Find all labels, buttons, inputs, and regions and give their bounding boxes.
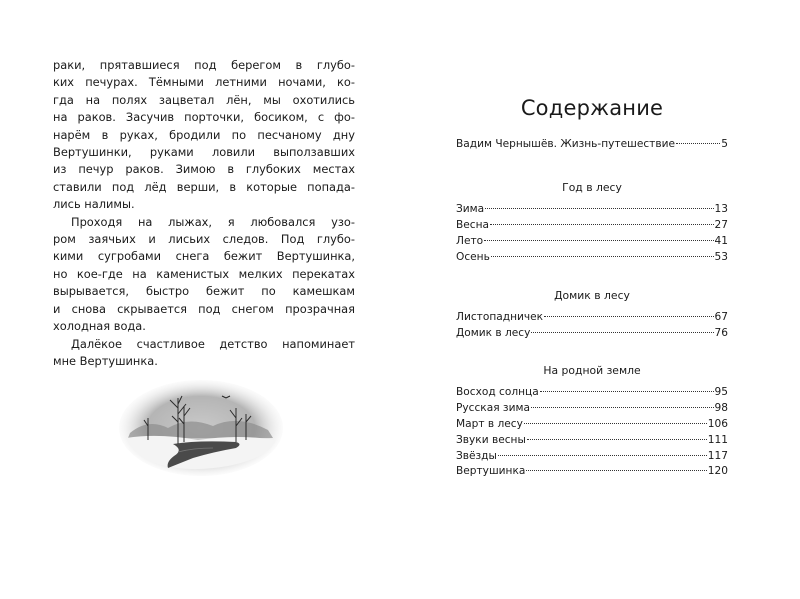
dot-leader [485, 208, 713, 209]
toc-row[interactable] [456, 202, 728, 218]
toc-entry-title: Зима [456, 203, 485, 215]
paragraph-3 [53, 336, 355, 371]
text-line: Вертушинки, руками ловили выползавших [53, 145, 355, 160]
text-line: ких печурах. Тёмными летними ночами, ко- [53, 75, 355, 90]
text-line: вырывается, быстро бежит по камешкам [53, 284, 355, 299]
toc-entry-title: Март в лесу [456, 417, 523, 430]
toc-section-2 [456, 288, 728, 342]
dot-leader [531, 407, 714, 408]
toc-entry-title: Весна [456, 218, 490, 231]
toc-row[interactable] [456, 310, 728, 326]
toc-row[interactable] [456, 326, 728, 342]
text-line: мне Вертушинка. [53, 353, 158, 368]
toc-row[interactable] [456, 234, 728, 250]
toc-entry-page: 106 [707, 417, 728, 430]
toc-entry-page: 76 [714, 326, 728, 339]
toc-entry-page: 117 [707, 449, 728, 462]
toc-entry-title: Осень [456, 250, 490, 263]
text-line: лись налимы. [53, 197, 135, 212]
toc-entry-title: Русская зима [456, 401, 530, 414]
toc-section-heading: На родной земле [543, 364, 641, 377]
toc-entry-title: Звёзды [456, 449, 497, 462]
toc-row[interactable] [456, 137, 728, 153]
dot-leader [676, 143, 720, 144]
toc-row[interactable] [456, 433, 728, 449]
paragraph-1 [53, 57, 355, 214]
toc-entry-title: Лето [456, 234, 484, 247]
text-line: и снова скрывается под снегом прозрачная [53, 301, 355, 316]
toc-row[interactable] [456, 385, 728, 401]
text-line: ром заячьих и лисьих следов. Под глубо- [53, 232, 355, 247]
dot-leader [498, 455, 707, 456]
text-line: на раков. Засучив порточки, босиком, с фо- [53, 110, 355, 125]
text-line: Далёкое счастливое детство напоминает [71, 336, 355, 351]
toc-entry-page: 98 [714, 401, 728, 414]
toc-entry-page: 111 [707, 433, 728, 446]
toc-row[interactable] [456, 449, 728, 465]
winter-river-illustration [118, 378, 284, 478]
toc-intro [456, 137, 728, 153]
toc-title: Содержание [520, 96, 664, 120]
toc-row[interactable] [456, 218, 728, 234]
text-line: раки, прятавшиеся под берегом в глубо- [53, 58, 355, 72]
toc-entry-title: Вадим Чернышёв. Жизнь-путешествие [456, 138, 675, 150]
dot-leader [490, 224, 713, 225]
toc-row[interactable] [456, 401, 728, 417]
toc-entry-page: 27 [714, 218, 728, 231]
text-line: нарём в руках, бродили по песчаному дну [53, 127, 355, 142]
toc-row[interactable] [456, 417, 728, 433]
toc-entry-title: Восход солнца [456, 386, 539, 398]
paragraph-2 [53, 214, 355, 336]
toc-section-heading: Год в лесу [562, 181, 622, 194]
left-page-text [53, 57, 355, 370]
toc-entry-page: 120 [707, 465, 728, 478]
text-line: Проходя на лыжах, я любовался узо- [71, 214, 355, 229]
toc-entry-page: 67 [714, 311, 728, 323]
toc-entry-page: 95 [714, 386, 728, 398]
toc-entry-title: Звуки весны [456, 433, 526, 446]
text-line: из печур раков. Зимою в глубоких местах [53, 162, 355, 177]
toc-entry-title: Листопадничек [456, 311, 544, 323]
toc-entry-page: 53 [714, 250, 728, 263]
dot-leader [540, 391, 714, 392]
toc-entry-page: 13 [714, 203, 728, 215]
toc-section-1 [456, 180, 728, 266]
dot-leader [524, 423, 707, 424]
dot-leader [526, 470, 706, 471]
toc-row[interactable] [456, 464, 728, 480]
text-line: ставили под лёд верши, в которые попада- [53, 179, 355, 194]
dot-leader [484, 240, 713, 241]
dot-leader [527, 439, 707, 440]
toc-entry-page: 41 [714, 234, 728, 247]
dot-leader [491, 256, 714, 257]
toc-entry-title: Домик в лесу [456, 326, 531, 339]
toc-row[interactable] [456, 250, 728, 266]
toc-section-heading: Домик в лесу [554, 289, 630, 302]
text-line: гда на полях зацветал лён, мы охотились [53, 92, 355, 107]
toc-entry-page: 5 [721, 138, 728, 150]
text-line: холодная вода. [53, 319, 146, 334]
toc-entry-title: Вертушинка [456, 465, 526, 478]
toc-section-3 [456, 363, 728, 480]
text-line: кими сугробами снега бежит Вертушинка, [53, 249, 355, 264]
dot-leader [544, 316, 713, 317]
dot-leader [531, 332, 713, 333]
text-line: но кое-где на каменистых мелких перекатах [53, 266, 355, 281]
